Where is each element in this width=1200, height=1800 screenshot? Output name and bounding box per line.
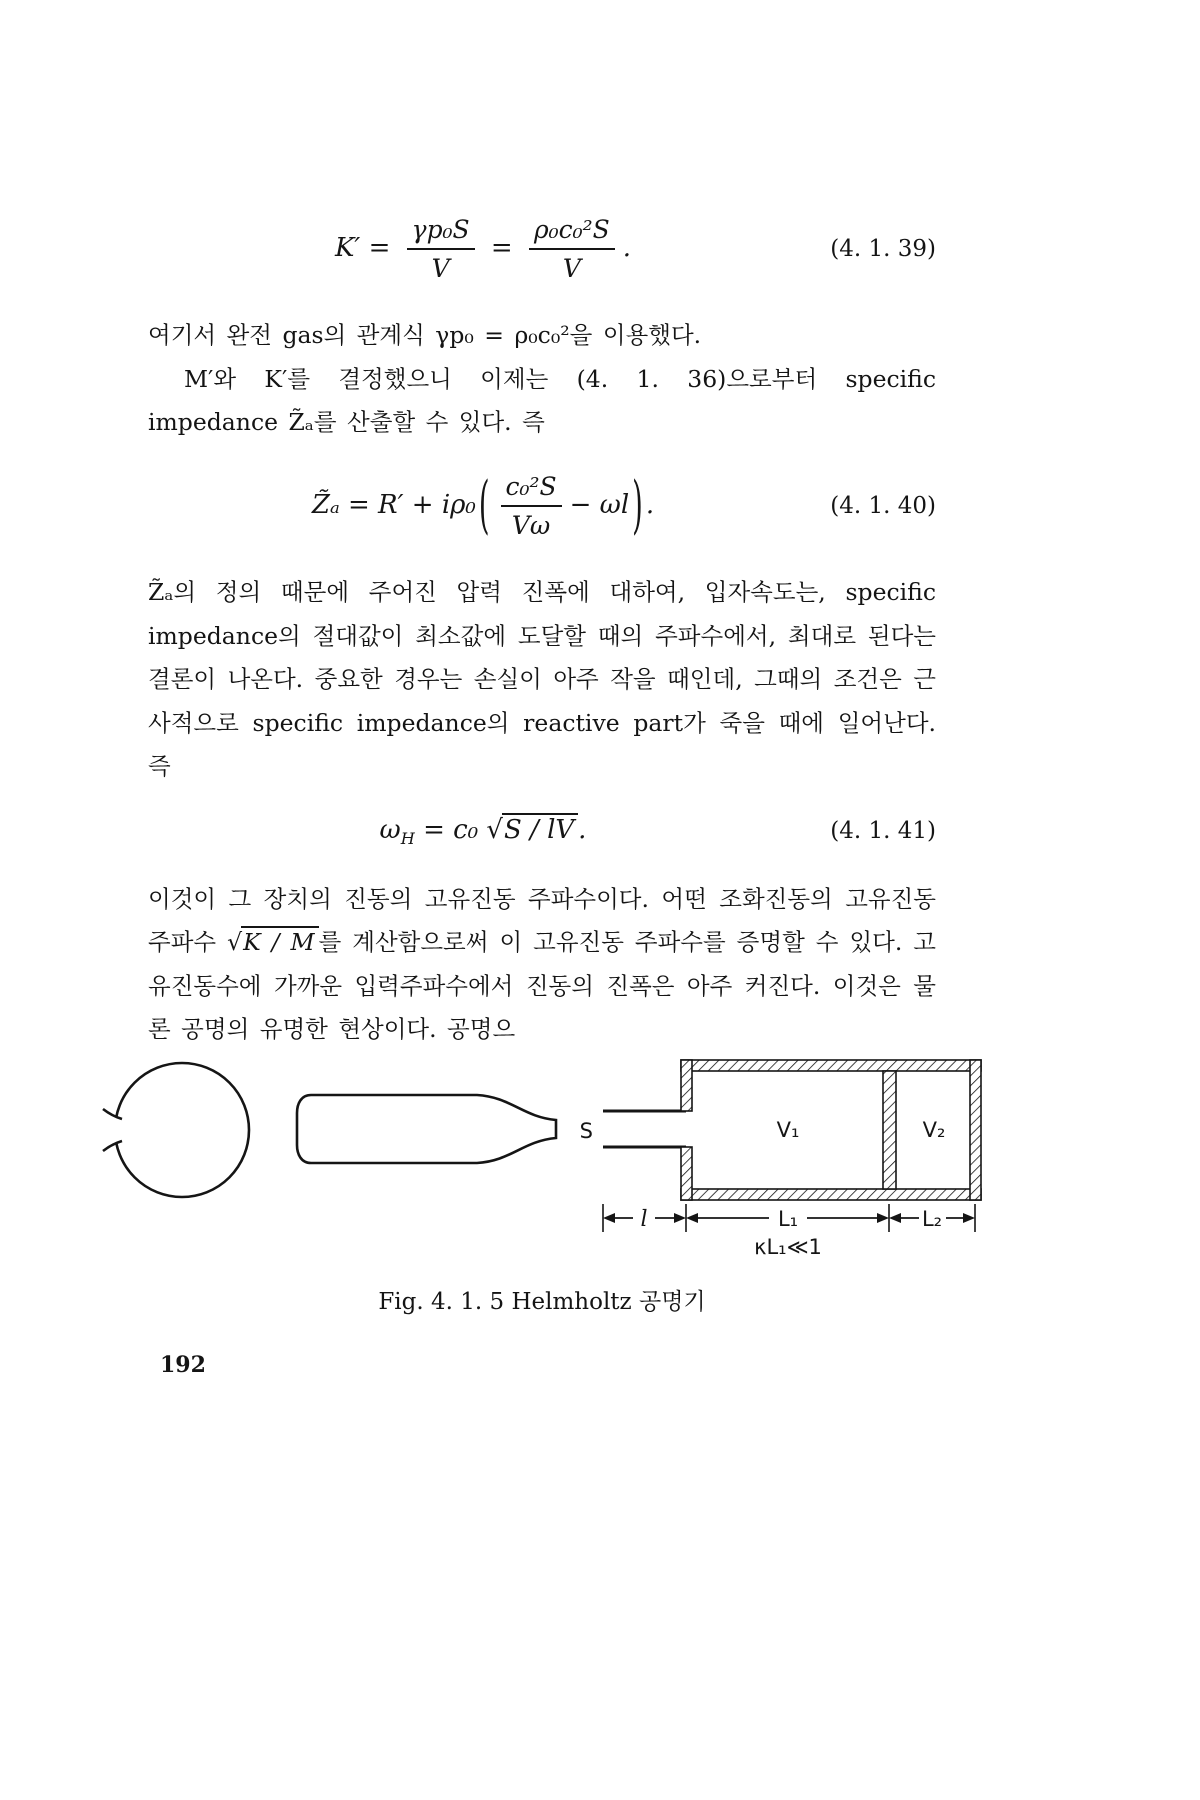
eq39-denominator-1: V <box>431 254 450 284</box>
partition-wall <box>883 1071 896 1189</box>
equation-4-1-41 <box>148 815 936 848</box>
arrow-right-icon <box>963 1213 975 1223</box>
bottom-wall <box>681 1189 981 1200</box>
eq41-mid: = c₀ <box>414 814 479 845</box>
eq39-lhs: K′ = <box>335 233 391 264</box>
paragraph-4-radicand: K / M <box>241 926 319 956</box>
page-number: 192 <box>160 1352 206 1378</box>
paragraph-2: M′와 K′를 결정했으니 이제는 (4. 1. 36)으로부터 specific impedance Z̃ₐ를 산출할 수 있다. 즉 <box>148 364 936 437</box>
eq39-equals: = <box>490 233 513 264</box>
label-L1: L₁ <box>777 1207 799 1231</box>
sqrt-symbol: √ <box>486 814 503 845</box>
eq41-period: . <box>578 814 587 845</box>
right-wall <box>970 1060 981 1200</box>
eq40-fraction <box>501 471 562 541</box>
paragraph-4 <box>148 878 936 1052</box>
eq39-fraction-2 <box>529 214 615 284</box>
figure-4-1-5 <box>85 1050 1115 1265</box>
equation-number-4-1-41: (4. 1. 41) <box>830 818 936 845</box>
arrow-left-icon <box>889 1213 901 1223</box>
label-l: l <box>640 1207 648 1232</box>
eq40-lhs: Z̃ₐ = R′ + iρ₀ <box>311 489 476 520</box>
left-wall-lower <box>681 1147 692 1200</box>
sqrt-symbol-inline: √ <box>227 928 243 957</box>
eq40-right-paren: ) <box>632 470 643 543</box>
equation-4-1-40 <box>148 471 936 541</box>
label-v1: V₁ <box>776 1118 800 1142</box>
helmholtz-figure-svg <box>85 1050 1115 1265</box>
label-s: S <box>579 1119 593 1143</box>
paragraph-3: Z̃ₐ의 정의 때문에 주어진 압력 진폭에 대하여, 입자속도는, specific impedance의 절대값이 최소값에 도달할 때의 주파수에서, 최대로 된다는 결론이 나온다. 중요한 경우는 손실이 아주 작을 때인데, 그때의 조건은 근사적으로 specific impedance의 reactive part가 죽을 때에 일어난다. 즉 <box>148 578 936 781</box>
eq39-period: . <box>622 233 631 264</box>
left-wall-upper <box>681 1060 692 1111</box>
label-v2: V₂ <box>922 1118 946 1142</box>
label-condition: κL₁≪1 <box>754 1235 822 1259</box>
paragraph-4-pre: 이것이 그 장치의 진동의 고유진동 주파수이다. 어떤 조화진동의 고유진동 주파수 <box>148 884 936 957</box>
arrow-right-icon <box>877 1213 889 1223</box>
sphere-resonator-diagram <box>103 1063 249 1197</box>
paragraph-4-post: 를 계산함으로써 이 고유진동 주파수를 증명할 수 있다. 고유진동수에 가까운 입력주파수에서 진동의 진폭은 아주 커진다. 이것은 물론 공명의 유명한 현상이다. 공명으 <box>148 928 936 1044</box>
tube-resonator-diagram <box>297 1095 556 1163</box>
eq41-omega: ω <box>379 814 401 845</box>
paragraph-1: 여기서 완전 gas의 관계식 γp₀ = ρ₀c₀²을 이용했다. <box>148 321 702 350</box>
eq40-body <box>148 471 818 541</box>
eq40-period: . <box>645 489 655 520</box>
eq40-denominator: Vω <box>511 510 551 540</box>
eq41-radicand: S / lV <box>502 813 578 845</box>
top-wall <box>681 1060 981 1071</box>
equation-number-4-1-39: (4. 1. 39) <box>830 236 936 263</box>
page-content <box>148 188 936 1052</box>
eq40-numerator: c₀²S <box>501 471 562 507</box>
eq39-numerator-2: ρ₀c₀²S <box>529 214 615 250</box>
eq41-body <box>148 815 818 848</box>
eq39-body <box>148 214 818 284</box>
equation-number-4-1-40: (4. 1. 40) <box>830 492 936 519</box>
eq39-numerator-1: γp₀S <box>407 214 475 250</box>
arrow-left-icon <box>686 1213 698 1223</box>
arrow-left-icon <box>603 1213 615 1223</box>
eq39-fraction-1 <box>407 214 475 284</box>
eq39-denominator-2: V <box>562 254 581 284</box>
arrow-right-icon <box>674 1213 686 1223</box>
label-L2: L₂ <box>921 1207 943 1231</box>
equation-4-1-39 <box>148 214 936 284</box>
eq41-subscript-H: H <box>400 828 415 848</box>
eq40-left-paren: ( <box>478 470 490 543</box>
box-resonator-diagram <box>580 1060 981 1259</box>
figure-caption: Fig. 4. 1. 5 Helmholtz 공명기 <box>378 1289 706 1315</box>
eq40-rest: − ωl <box>569 489 630 520</box>
